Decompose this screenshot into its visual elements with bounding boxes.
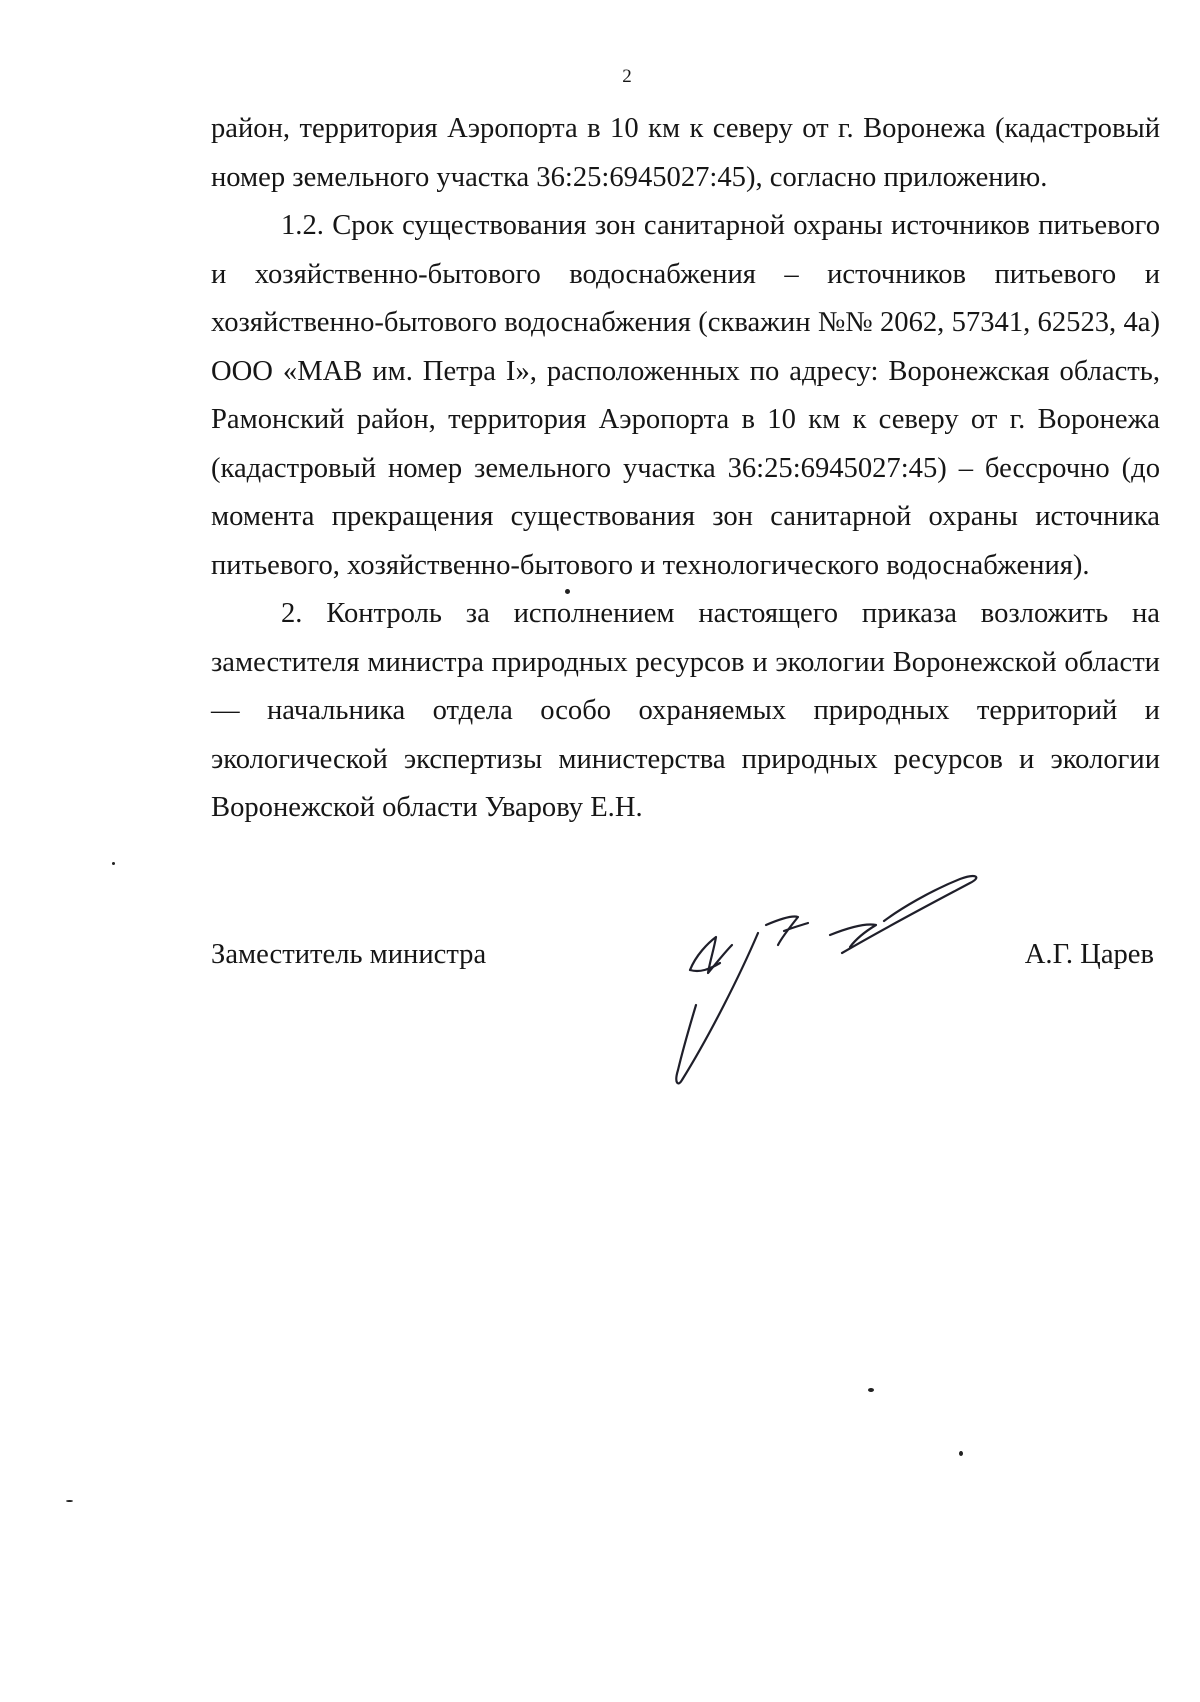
- paragraph-1-2: 1.2. Срок существования зон санитарной охраны источников питьевого и хозяйственно-бытового водоснабжения – источников питьевого и хозяйственно-бытового водоснабжения (скважин №№ 2062, 57341, 62523, 4а) ООО «МАВ им. Петра I», расположенных по адресу: Воронежская область, Рамонский район, территория Аэропорта в 10 км к северу от г. Воронежа (кадастровый номер земельного участка 36:25:6945027:45) – бессрочно (до момента прекращения существования зон санитарной охраны источника питьевого, хозяйственно-бытового и технологического водоснабжения).: [211, 210, 1160, 581]
- scan-speck: [959, 1451, 963, 1456]
- paragraph-2: 2. Контроль за исполнением настоящего приказа возложить на заместителя министра природных ресурсов и экологии Воронежской области — начальника отдела особо охраняемых природных территорий и экологической экспертизы министерства природных ресурсов и экологии Воронежской области Уварову Е.Н.: [211, 598, 1160, 823]
- scan-speck: [112, 862, 115, 865]
- handwritten-signature-icon: [670, 865, 1070, 1095]
- scan-speck: [66, 1500, 73, 1502]
- scan-speck: [868, 1388, 874, 1392]
- paragraph-continuation: район, территория Аэропорта в 10 км к северу от г. Воронежа (кадастровый номер земельного участка 36:25:6945027:45), согласно приложению.: [211, 113, 1160, 193]
- scan-speck: [565, 589, 570, 594]
- page-number: 2: [622, 66, 632, 87]
- signer-name: А.Г. Царев: [1024, 939, 1154, 970]
- document-body: [211, 105, 1160, 833]
- signer-title: Заместитель министра: [211, 939, 487, 970]
